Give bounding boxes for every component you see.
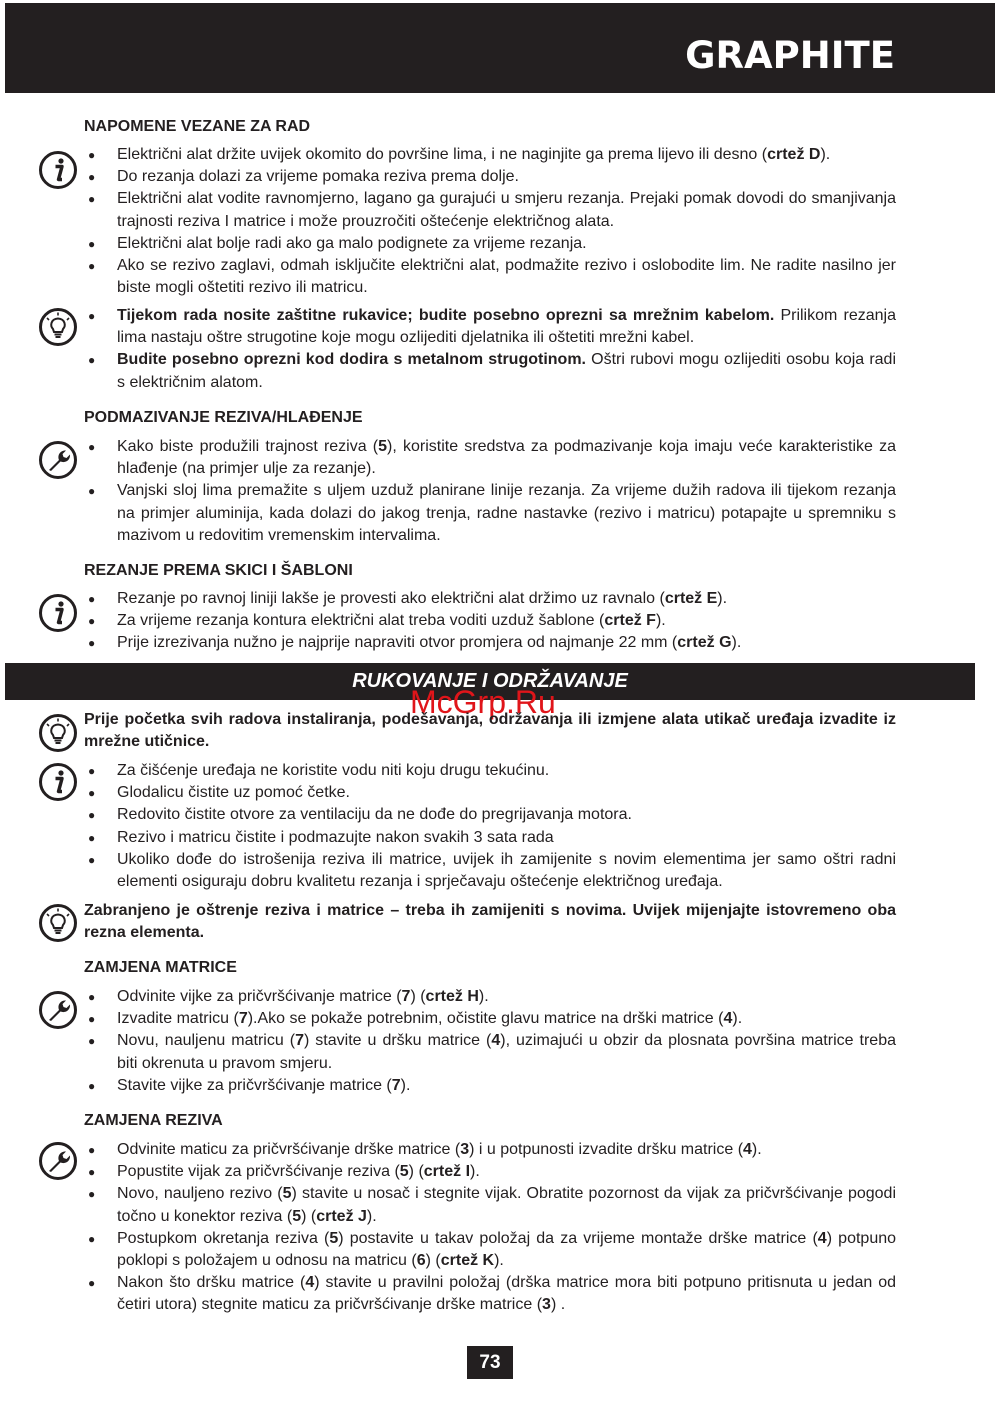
bold-text: 7 — [238, 1010, 248, 1028]
bold-text: 5 — [292, 1207, 302, 1225]
wrench-icon — [38, 990, 78, 1030]
list-item — [84, 1183, 896, 1227]
text: ) ( — [408, 1163, 424, 1181]
bold-text: 7 — [401, 988, 411, 1005]
bold-text: 5 — [282, 1185, 292, 1203]
text: Odvinite vijke za pričvršćivanje matrice ( — [117, 988, 402, 1005]
text: Postupkom okretanja reziva ( — [117, 1229, 330, 1247]
bold-text: 4 — [817, 1229, 827, 1247]
header-bar — [5, 3, 995, 93]
bold-text: crtež K — [440, 1252, 495, 1270]
bold-text: Budite posebno oprezni kod dodira s metalnom strugotinom. — [117, 351, 586, 369]
list-item — [84, 804, 896, 826]
text: Do rezanja dolazi za vrijeme pomaka reziva prema dolje. — [117, 168, 519, 186]
text: Električni alat držite uvijek okomito do površine lima, i ne naginjite ga prema lijevo ili desno ( — [117, 146, 768, 163]
text: ), uzimajući u obzir da plosnata površina matrice treba biti okrenuta u pravom smjeru. — [117, 1032, 896, 1072]
list-item — [84, 1030, 896, 1074]
list-item — [84, 480, 896, 547]
text: ) stavite u dršku matrice ( — [303, 1032, 492, 1050]
text: ) potpuno poklopi s položajem u odnosu na matricu ( — [117, 1229, 897, 1270]
list-rukovanje — [84, 760, 896, 893]
text: Za vrijeme rezanja kontura električni alat treba voditi uzduž šablone ( — [117, 612, 605, 630]
section-title-rezanje: REZANJE PREMA SKICI I ŠABLONI — [84, 562, 353, 579]
list-item — [84, 827, 896, 849]
text: ). — [400, 1076, 411, 1094]
list-item — [84, 255, 896, 299]
list-napomene — [84, 144, 896, 299]
brand-logo: GRAPHITE — [685, 34, 895, 77]
list-podmazivanje — [84, 436, 896, 547]
text: Za čišćenje uređaja ne koristite vodu niti koju drugu tekućinu. — [117, 762, 550, 779]
list-item — [84, 1272, 896, 1316]
text: ) postavite u takav položaj da za vrijeme montaže drške matrice ( — [338, 1229, 818, 1247]
watermark: McGrp.Ru — [410, 684, 556, 720]
text: ) stavite u pravilni položaj (drška matrice mora biti potpuno pritisnuta u jedan od četiri utora) stegnite maticu za pričvršćivanje drške matrice ( — [117, 1274, 897, 1314]
text: Rezivo i matricu čistite i podmazujte nakon svakih 3 sata rada — [117, 828, 554, 846]
list-item — [84, 144, 896, 166]
bold-text: 4 — [743, 1141, 752, 1158]
section-title-napomene: NAPOMENE VEZANE ZA RAD — [84, 118, 311, 135]
list-item — [84, 1008, 896, 1030]
bold-text: crtež H — [425, 988, 479, 1005]
list-item — [84, 610, 896, 632]
bold-text: 3 — [542, 1296, 551, 1314]
bold-text: crtež D — [767, 146, 821, 163]
bold-text: 4 — [723, 1010, 733, 1028]
text: Ukoliko dođe do istrošenija reziva ili matrice, uvijek ih zamijenite s novim elementima jer samo oštri radni elementi osiguraju dobru kvalitetu rezanja i sprječavaju oštećenje električnog uređaja. — [117, 850, 896, 891]
list-matrica — [84, 986, 896, 1097]
lightbulb-icon — [38, 713, 78, 753]
list-item — [84, 1228, 896, 1272]
text: ). — [470, 1163, 480, 1181]
list-rezanje — [84, 588, 896, 655]
text: ) ( — [425, 1252, 441, 1270]
list-item — [84, 166, 896, 188]
text: ). — [820, 146, 831, 163]
list-item — [84, 588, 896, 610]
info-icon — [38, 762, 78, 802]
text: Nakon što dršku matrice ( — [117, 1274, 306, 1292]
bold-text: 4 — [305, 1274, 315, 1292]
warning-unplug: Prije početka svih radova instaliranja, podešavanja, održavanja ili izmjene alata utikač uređaja izvadite iz mrežne utičnice. — [84, 711, 896, 751]
text: Redovito čistite otvore za ventilaciju da ne dođe do pregrijavanja motora. — [117, 806, 632, 824]
banner-title: RUKOVANJE I ODRŽAVANJE — [352, 670, 628, 692]
list-item — [84, 305, 896, 349]
text: Glodalicu čistite uz pomoć četke. — [117, 784, 350, 802]
section-title-matrica: ZAMJENA MATRICE — [84, 959, 237, 976]
text: ) . — [550, 1296, 566, 1314]
list-item — [84, 1139, 896, 1161]
bold-text: Tijekom rada nosite zaštitne rukavice; budite posebno oprezni sa mrežnim kabelom. — [117, 307, 775, 324]
bold-text: 6 — [416, 1252, 426, 1270]
list-item — [84, 632, 896, 654]
bold-text: crtež E — [664, 590, 718, 607]
text: ) i u potpunosti izvadite dršku matrice ( — [469, 1141, 744, 1158]
list-item — [84, 1161, 896, 1183]
text: ). — [751, 1141, 762, 1158]
bold-text: crtež G — [677, 634, 732, 652]
text: ). — [732, 1010, 743, 1028]
list-item — [84, 349, 896, 393]
bold-text: 5 — [378, 438, 388, 455]
warning-sharpening: Zabranjeno je oštrenje reziva i matrice – treba ih zamijeniti s novima. Uvijek mijenjajte istovremeno oba rezna elementa. — [84, 902, 896, 942]
list-napomene-tips — [84, 305, 896, 394]
text: Prilikom rezanja lima nastaju oštre strugotine koje mogu ozlijediti djelatnika ili oštetiti mrežni kabel. — [117, 307, 896, 347]
bold-text: 7 — [295, 1032, 304, 1050]
bold-text: crtež I — [423, 1163, 471, 1181]
list-item — [84, 188, 896, 232]
info-icon — [38, 593, 78, 633]
bold-text: 7 — [391, 1076, 401, 1094]
text: Popustite vijak za pričvršćivanje reziva ( — [117, 1163, 400, 1181]
bold-text: 5 — [329, 1229, 339, 1247]
info-icon — [38, 150, 78, 190]
text: Električni alat bolje radi ako ga malo podignete za vrijeme rezanja. — [117, 234, 587, 252]
text: Vanjski sloj lima premažite s uljem uzduž planirane linije rezanja. Za vrijeme dužih radova ili tijekom rezanja na primjer aluminija, kada dolazi do jakog trenja, radne nastavke (rezivo i matricu) potapajte u spremniku s mazivom u redovitim vremenskim intervalima. — [117, 482, 896, 544]
list-item — [84, 1075, 896, 1097]
wrench-icon — [38, 1141, 78, 1181]
list-item — [84, 233, 896, 255]
text: Oštri rubovi mogu ozlijediti osobu koja radi s električnim alatom. — [117, 351, 897, 391]
text: ). — [731, 634, 742, 652]
list-item — [84, 782, 896, 804]
text: Prije izrezivanja nužno je najprije napraviti otvor promjera od najmanje 22 mm ( — [117, 634, 678, 652]
text: ), koristite sredstva za podmazivanje koja imaju veće karakteristike za hlađenje (na primjer ulje za rezanje). — [117, 438, 897, 478]
text: ) ( — [301, 1207, 317, 1225]
text: Novo, nauljeno rezivo ( — [117, 1185, 283, 1203]
bold-text: 3 — [460, 1141, 470, 1158]
text: ). — [494, 1252, 504, 1270]
lightbulb-icon — [38, 903, 78, 943]
bold-text: crtež J — [316, 1207, 367, 1225]
text: Kako biste produžili trajnost reziva ( — [117, 438, 379, 455]
list-item — [84, 436, 896, 480]
text: Rezanje po ravnoj liniji lakše je provesti ako električni alat držimo uz ravnalo ( — [117, 590, 665, 607]
lightbulb-icon — [38, 307, 78, 347]
text: ). — [655, 612, 666, 630]
wrench-icon — [38, 440, 78, 480]
text: Izvadite matricu ( — [117, 1010, 239, 1028]
bold-text: crtež F — [604, 612, 656, 630]
text: Električni alat vodite ravnomjerno, lagano ga gurajući u smjeru rezanja. Prejaki pomak dovodi do smanjivanja trajnosti reziva I matrice i može prouzročiti oštećenje električnog alata. — [117, 190, 896, 230]
text: Odvinite maticu za pričvršćivanje drške matrice ( — [117, 1141, 461, 1158]
text: ) stavite u nosač i stegnite vijak. Obratite pozornost da vijak za pričvršćivanje pogodi točno u konektor reziva ( — [117, 1185, 897, 1225]
text: ). — [366, 1207, 377, 1225]
list-rezivo — [84, 1139, 896, 1317]
page-number: 73 — [467, 1346, 513, 1379]
text: ).Ako se pokaže potrebnim, očistite glavu matrice na drški matrice ( — [247, 1010, 724, 1028]
text: ). — [478, 988, 489, 1005]
list-item — [84, 986, 896, 1008]
list-item — [84, 849, 896, 893]
text: ) ( — [410, 988, 426, 1005]
text: Ako se rezivo zaglavi, odmah isključite električni alat, podmažite rezivo i oslobodite lim. Ne radite nasilno jer biste mogli oštetiti rezivo ili matricu. — [117, 257, 896, 297]
section-title-rezivo: ZAMJENA REZIVA — [84, 1112, 223, 1129]
bold-text: 5 — [399, 1163, 409, 1181]
section-title-podmazivanje: PODMAZIVANJE REZIVA/HLAĐENJE — [84, 409, 363, 426]
bold-text: 4 — [491, 1032, 501, 1050]
text: Novu, nauljenu matricu ( — [117, 1032, 296, 1050]
list-item — [84, 760, 896, 782]
text: ). — [717, 590, 728, 607]
text: Stavite vijke za pričvršćivanje matrice ( — [117, 1076, 392, 1094]
